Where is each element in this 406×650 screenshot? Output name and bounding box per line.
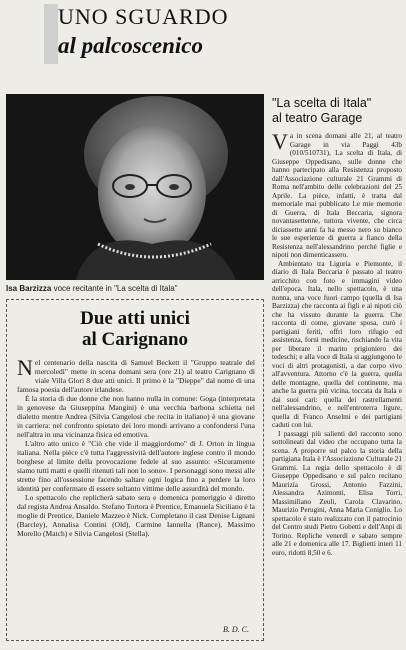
boxed-article-body — [17, 355, 255, 538]
box-paragraph-3: L'altro atto unico è "Ciò che vide il maggiordomo" di J. Orton in lingua italiana. Nella pièce c'è tutta l'aggressività dell'autore inglese contro il mondo borghese al limite della provocazione fedele al suo assunto: «Sicuramente siamo tutti matti e quelli ritenuti tali non lo sono». I personaggi sono messi alle strette fino all'ossessione facendo saltare ogni logica fino a perdere la loro identità per confermare di essere soltanto vittime delle assurdità del mondo. — [17, 439, 255, 493]
caption-text: voce recitante in "La scelta di Itala" — [53, 284, 178, 293]
right-paragraph-2: Ambientato tra Liguria e Piemonte, il diario di Itala Beccaria è passato al teatro arricchito con foto e immagini video dell'epoca. Itala, nello spettacolo, è una nonna, una voce fuori campo (quella di Isa Barzizza) che racconta ai figli e ai nipoti ciò che ha vissuto durante la guerra. Che racconta di come, giovane sposa, curò i partigiani feriti, offrì loro rifugio ed assistenza, fornì medicine, rischiando la vita per liberare il marito prigioniero dei tedeschi; e alla voce di Itala si aggiungono le voci di altri protagonisti, a dar corpo vivo all'avventura. Attorno c'è la guerra, quella delle montagne, quella del continente, ma anche la guerra più vicina, toccata da Itala e dai suoi cari: quella dei rastrellamenti nell'alessandrino, e nell'entroterra ligure, quella di Franco Anselmi e dei partigiani caduti con lui. — [272, 259, 402, 429]
right-paragraph-1-text: a in scena domani alle 21, al teatro Garage in via Paggi 43b (010/510731), La scelta di Itala, di Giuseppe Oppedisano, sulle donne che hanno partecipato alla Resistenza proposto dall'Associazione culturale 21 Grammi di Roma nell'ambito delle celebrazioni del 25 Aprile. La pièce, infatti, è tratta dal memoriale mai pubblicato Le mie memorie di Guerra, di Itala Beccaria, signora novantasettenne, tuttora vivente, che circa diciassette anni fa ha messo nero su bianco le sue esperienze di guerra a fianco della Resistenza nell'alessandrino perché figlie e nipoti non dimenticassero. — [272, 132, 402, 259]
header-grey-bar — [44, 4, 58, 64]
box-paragraph-4: Lo spettacolo che replicherà sabato sera e domenica pomeriggio è diretto dal regista Andrea Ansaldo. Stefano Tortora è Prentice, Emanuela Siciliano è la moglie di Prentice, Daniele Mazzeo è Nick. Completano il cast Denise Lignani (Barcley), Annalisa Contini (Old), Carmine Iannella (Rance), Massimo Morello (Match) e Silvia Cangelosi (Stella). — [17, 493, 255, 538]
section-header — [44, 4, 396, 68]
box-title-line-2: al Carignano — [81, 329, 189, 350]
right-headline-line-1: "La scelta di Itala" — [272, 96, 372, 110]
box-paragraph-1 — [17, 355, 255, 394]
box-dropcap: N — [17, 355, 33, 380]
section-subtitle: al palcoscenico — [58, 33, 203, 58]
right-paragraph-3: I passaggi più salienti del racconto sono sottolineati dal video che occupano tutta la scena. A proporre sul palco la storia della partigiana Itala è l'Associazione Culturale 21 Grammi. La regia dello spettacolo è di Giuseppe Oppedisano e sul palco recitano Maurizia Grossi, Antonio Fazzini, Alessandra Azimonti, Elisa Torri, Massimiliano Zeuli, Carola Clavarino, Maurizio Perugini, Anna Maria Coniglio. Lo spettacolo è stato realizzato con il patrocinio del Centro studi Pietro Gobetti e dell'Anpi di Torino. Repliche venerdì e sabato sempre alle 21 e domenica alle 17. Biglietti interi 11 euro, ridotti 8,50 e 6. — [272, 429, 402, 557]
box-paragraph-1-text: el centenario della nascita di Samuel Beckett il "Gruppo teatrale del mercoledì" mette in scena domani sera (ore 21) al teatro Carignano di viale Villa Glori 8 due atti unici. Il primo è la "Dieppe" dal nome di una famosa poesia dell'autore irlandese. — [17, 358, 255, 394]
author-signature: B. D. C. — [223, 625, 249, 634]
photo-caption — [6, 284, 266, 294]
right-article-body — [272, 129, 402, 557]
right-dropcap: V — [272, 129, 288, 154]
right-headline-line-2: al teatro Garage — [272, 111, 363, 125]
boxed-article-title — [7, 308, 263, 350]
right-article-headline — [272, 96, 402, 126]
box-title-line-1: Due atti unici — [80, 308, 190, 329]
portrait-illustration — [6, 94, 264, 280]
caption-name: Isa Barzizza — [6, 284, 52, 293]
section-kicker: UNO SGUARDO — [58, 4, 229, 29]
right-paragraph-1 — [272, 129, 402, 260]
box-paragraph-2: È la storia di due donne che non hanno nulla in comune: Goga (interpretata in genovese da Giuseppina Mangini) è una vecchia barbona schietta nel dialetto mentre Andrea (Silvia Cangelosi che recita in italiano) è una giovane in carriera: nel confronto spietato dei loro mondi arrivano a confondersi l'una nell'altra in una vicinanza fisica ed emotiva. — [17, 394, 255, 439]
portrait-photo — [6, 94, 264, 280]
boxed-article — [6, 299, 264, 641]
